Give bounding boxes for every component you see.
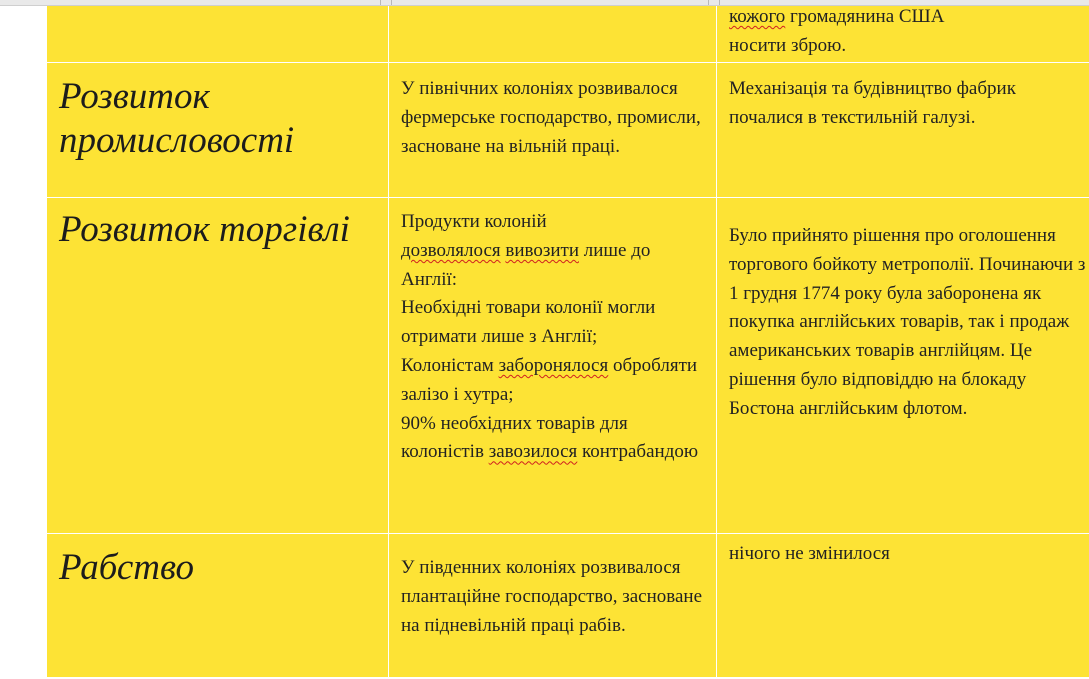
- text-run: нічого не змінилося: [729, 543, 890, 564]
- text-run: лише до Англії: Необхідні товари колонії могли отримати лише з Англії; Колоністам: [401, 239, 656, 376]
- topic-cell[interactable]: [47, 1, 389, 63]
- spellcheck-word[interactable]: дозволялося: [401, 239, 501, 261]
- usa-text: [729, 75, 1089, 133]
- colonies-cell[interactable]: [389, 198, 717, 534]
- text-run: Продукти колоній: [401, 211, 547, 232]
- text-run: обробляти залізо і хутра; 90% необхідних товарів для колоністів: [401, 354, 698, 463]
- table-row: [47, 63, 1089, 198]
- spellcheck-word[interactable]: завозилося: [488, 441, 578, 463]
- spellcheck-word[interactable]: заборонялося: [498, 354, 609, 376]
- colonies-text: [401, 554, 704, 640]
- colonies-cell[interactable]: [389, 63, 717, 198]
- topic-cell[interactable]: [47, 534, 389, 678]
- colonies-cell[interactable]: [389, 534, 717, 678]
- topic-text: Рабство: [59, 547, 195, 588]
- spellcheck-word[interactable]: вивозити: [505, 239, 579, 261]
- colonies-text: [401, 75, 704, 161]
- usa-cell[interactable]: [717, 63, 1089, 198]
- text-run: Було прийнято рішення про оголошення торгового бойкоту метрополії. Починаючи з 1 грудня 1774 року була заборонена як покупка англійських товарів, так і продаж американських товарів англійцям. Це рішення було відповіддю на блокаду Бостона англійським флотом.: [729, 225, 1086, 419]
- usa-text: [729, 540, 1089, 569]
- spellcheck-word[interactable]: кожого: [729, 6, 786, 27]
- text-run: У південних колоніях розвивалося плантаційне господарство, засноване на підневільній праці рабів.: [401, 557, 703, 636]
- colonies-cell[interactable]: [389, 1, 717, 63]
- topic-text: Розвиток промисловості: [59, 76, 295, 161]
- column-ruler[interactable]: [0, 0, 1089, 6]
- topic-cell[interactable]: [47, 198, 389, 534]
- topic-cell[interactable]: [47, 63, 389, 198]
- text-run: контрабандою: [577, 441, 699, 463]
- usa-text: [729, 3, 1089, 61]
- table-row: [47, 534, 1089, 678]
- usa-text: [729, 222, 1089, 424]
- topic-text: Розвиток торгівлі: [59, 209, 350, 250]
- table-row: [47, 1, 1089, 63]
- usa-cell[interactable]: [717, 198, 1089, 534]
- table-row: [47, 198, 1089, 534]
- comparison-table: [46, 0, 1089, 677]
- usa-cell[interactable]: [717, 534, 1089, 678]
- colonies-text: [401, 208, 704, 467]
- column-resize-handle[interactable]: [708, 0, 720, 5]
- text-run: У північних колоніях розвивалося фермерське господарство, промисли, засноване на вільній праці.: [401, 78, 701, 157]
- text-run: Механізація та будівництво фабрик почалися в текстильній галузі.: [729, 78, 1016, 128]
- text-run: громадянина США носити зброю.: [729, 6, 945, 56]
- comparison-table-container: [46, 0, 1089, 677]
- column-resize-handle[interactable]: [380, 0, 392, 5]
- usa-cell[interactable]: [717, 1, 1089, 63]
